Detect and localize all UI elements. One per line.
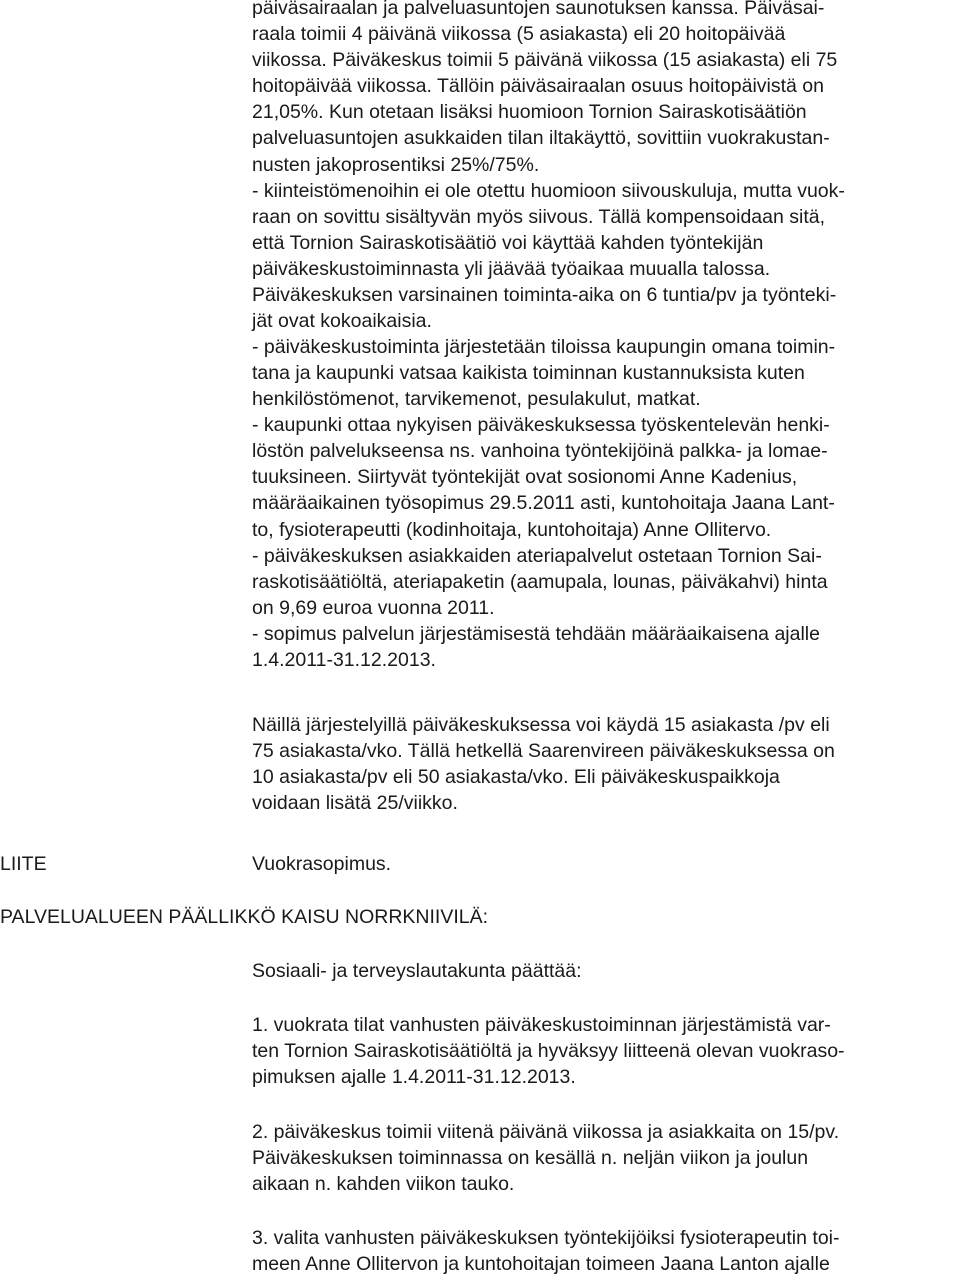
- body-line: löstön palvelukseensa ns. vanhoina työntekijöinä palkka- ja lomae-: [252, 440, 828, 462]
- attachment-label: LIITE: [0, 853, 47, 875]
- body-line: raskotisäätiöltä, ateriapaketin (aamupala, lounas, päiväkahvi) hinta: [252, 571, 828, 593]
- decision-line: 1. vuokrata tilat vanhusten päiväkeskustoiminnan järjestämistä var-: [252, 1014, 831, 1036]
- body-line: henkilöstömenot, tarvikemenot, pesulakulut, matkat.: [252, 388, 701, 410]
- body-line: että Tornion Sairaskotisäätiö voi käyttää kahden työntekijän: [252, 232, 764, 254]
- body-line: - sopimus palvelun järjestämisestä tehdään määräaikaisena ajalle: [252, 623, 820, 645]
- body-line: raala toimii 4 päivänä viikossa (5 asiakasta) eli 20 hoitopäivää: [252, 23, 786, 45]
- decision-line: Päiväkeskuksen toiminnassa on kesällä n. neljän viikon ja joulun: [252, 1147, 809, 1169]
- body-line: to, fysioterapeutti (kodinhoitaja, kuntohoitaja) Anne Ollitervo.: [252, 519, 772, 541]
- body-line: 21,05%. Kun otetaan lisäksi huomioon Tornion Sairaskotisäätiön: [252, 101, 807, 123]
- decision-line: 2. päiväkeskus toimii viitenä päivänä viikossa ja asiakkaita on 15/pv.: [252, 1121, 840, 1143]
- body-line: määräaikainen työsopimus 29.5.2011 asti, kuntohoitaja Jaana Lant-: [252, 492, 835, 514]
- body-line: - kaupunki ottaa nykyisen päiväkeskuksessa työskentelevän henki-: [252, 414, 830, 436]
- body-line: palveluasuntojen asukkaiden tilan iltakäyttö, sovittiin vuokrakustan-: [252, 127, 830, 149]
- body-line: Päiväkeskuksen varsinainen toiminta-aika on 6 tuntia/pv ja työnteki-: [252, 284, 837, 306]
- body-line: - kiinteistömenoihin ei ole otettu huomioon siivouskuluja, mutta vuok-: [252, 180, 845, 202]
- decision-line: meen Anne Ollitervon ja kuntohoitajan toimeen Jaana Lanton ajalle: [252, 1253, 830, 1275]
- attachment-value: Vuokrasopimus.: [252, 853, 392, 875]
- decision-line: aikaan n. kahden viikon tauko.: [252, 1173, 515, 1195]
- proposer-heading: PALVELUALUEEN PÄÄLLIKKÖ KAISU NORRKNIIVILÄ:: [0, 906, 489, 928]
- body-line: 10 asiakasta/pv eli 50 asiakasta/vko. Eli päiväkeskuspaikkoja: [252, 766, 780, 788]
- decision-line: ten Tornion Sairaskotisäätiöltä ja hyväksyy liitteenä olevan vuokraso-: [252, 1040, 845, 1062]
- body-line: 1.4.2011-31.12.2013.: [252, 649, 436, 671]
- decision-line: 3. valita vanhusten päiväkeskuksen työntekijöiksi fysioterapeutin toi-: [252, 1227, 840, 1249]
- body-line: Näillä järjestelyillä päiväkeskuksessa voi käydä 15 asiakasta /pv eli: [252, 714, 830, 736]
- body-line: päiväsairaalan ja palveluasuntojen saunotuksen kanssa. Päiväsai-: [252, 0, 825, 19]
- decision-line: pimuksen ajalle 1.4.2011-31.12.2013.: [252, 1066, 576, 1088]
- body-line: jät ovat kokoaikaisia.: [252, 310, 432, 332]
- body-line: 75 asiakasta/vko. Tällä hetkellä Saarenvireen päiväkeskuksessa on: [252, 740, 835, 762]
- body-line: tana ja kaupunki vatsaa kaikista toiminnan kustannuksista kuten: [252, 362, 805, 384]
- decision-intro: Sosiaali- ja terveyslautakunta päättää:: [252, 960, 582, 982]
- body-line: voidaan lisätä 25/viikko.: [252, 792, 458, 814]
- body-line: viikossa. Päiväkeskus toimii 5 päivänä viikossa (15 asiakasta) eli 75: [252, 49, 838, 71]
- body-line: hoitopäivää viikossa. Tällöin päiväsairaalan osuus hoitopäivistä on: [252, 75, 824, 97]
- body-line: - päiväkeskustoiminta järjestetään tiloissa kaupungin omana toimin-: [252, 336, 836, 358]
- body-line: tuuksineen. Siirtyvät työntekijät ovat sosionomi Anne Kadenius,: [252, 466, 798, 488]
- body-line: - päiväkeskuksen asiakkaiden ateriapalvelut ostetaan Tornion Sai-: [252, 545, 822, 567]
- body-line: nusten jakoprosentiksi 25%/75%.: [252, 154, 540, 176]
- body-line: päiväkeskustoiminnasta yli jäävää työaikaa muualla talossa.: [252, 258, 771, 280]
- body-line: on 9,69 euroa vuonna 2011.: [252, 597, 495, 619]
- body-line: raan on sovittu sisältyvän myös siivous. Tällä kompensoidaan sitä,: [252, 206, 826, 228]
